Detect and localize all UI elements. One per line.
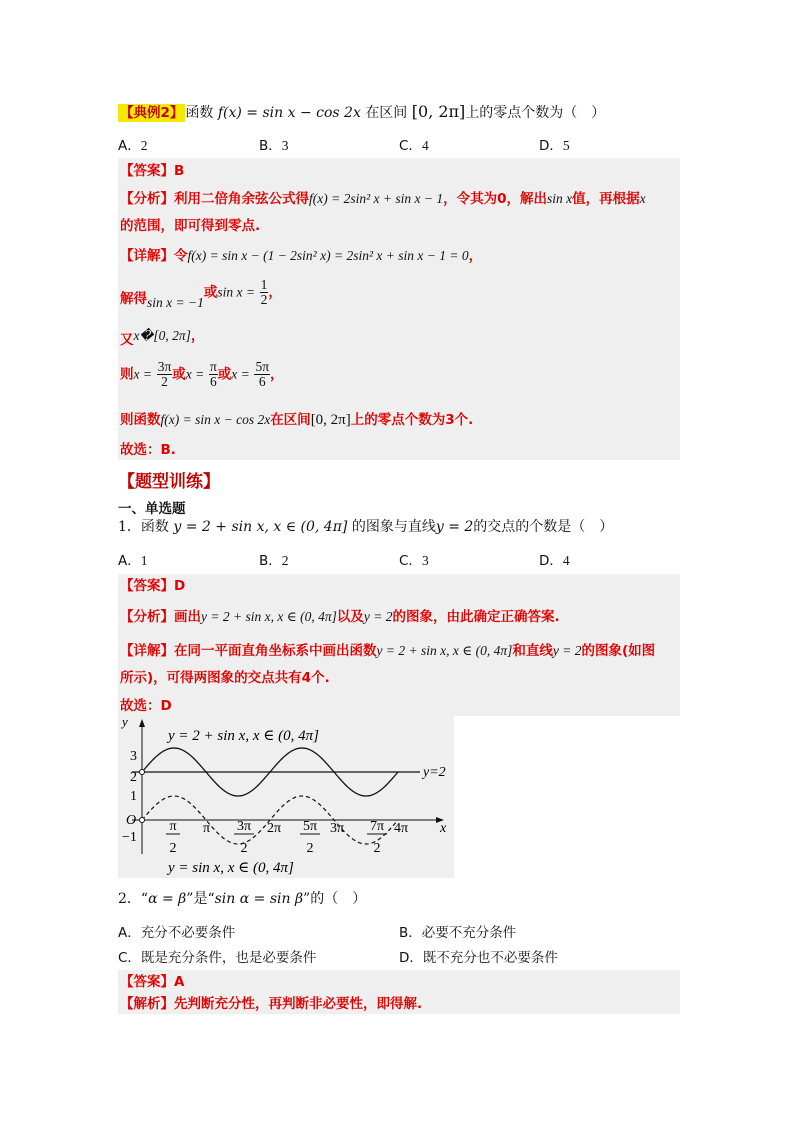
example-conclusion: 则函数f(x) = sin x − cos 2x在区间[0, 2π]上的零点个数为3个. xyxy=(120,412,474,428)
q1-stem: 1．函数 y = 2 + sin x, x ∈ (0, 4π] 的图象与直线y = 2的交点的个数是（ ） xyxy=(118,519,614,535)
option-c: C．4 xyxy=(399,138,429,154)
example-solve: 解得sin x = −1或sin x = $\frac{1}{2}$ ， xyxy=(120,277,282,310)
open-point-2 xyxy=(140,770,145,775)
y-tick-3: 3 xyxy=(130,749,137,764)
q1-option-c: C．3 xyxy=(399,553,429,569)
q1-option-a: A．1 xyxy=(118,553,148,569)
x-tick-4pi: 4π xyxy=(394,821,409,836)
stem-mid: 在区间 xyxy=(365,105,408,121)
figure-label-top: y = 2 + sin x, x ∈ (0, 4π] xyxy=(168,728,319,744)
x-tick-5pi2-num: 5π xyxy=(302,819,318,834)
x-tick-2pi: 2π xyxy=(267,821,282,836)
option-a: A．2 xyxy=(118,138,148,154)
q1-analysis: 【分析】画出y = 2 + sin x, x ∈ (0, 4π]以及y = 2的图象，由此确定正确答案. xyxy=(120,609,560,625)
q1-detail-line2: 所示)，可得两图象的交点共有4个. xyxy=(120,670,330,686)
x-tick-pi2-num: π xyxy=(169,819,177,834)
y-tick-2: 2 xyxy=(130,770,137,785)
example-tag: 【典例2】 xyxy=(120,105,184,121)
figure-line-label: y=2 xyxy=(423,765,446,780)
q2-stem: 2．“α = β”是“sin α = sin β”的（ ） xyxy=(118,891,367,907)
option-d: D．5 xyxy=(539,138,570,154)
x-tick-3pi2-num: 3π xyxy=(236,819,252,834)
y-tick-neg1: −1 xyxy=(122,830,137,845)
q1-option-d: D．4 xyxy=(539,553,570,569)
section-title: 一、单选题 xyxy=(118,501,186,517)
x-tick-5pi2-den: 2 xyxy=(306,841,314,856)
stem-function: f(x) = sin x − cos 2x xyxy=(217,105,361,121)
q1-answer: 【答案】D xyxy=(120,578,186,594)
example-detail: 【详解】令f(x) = sin x − (1 − 2sin² x) = 2sin² x + sin x − 1 = 0， xyxy=(120,248,483,264)
x-tick-7pi2-den: 2 xyxy=(373,841,381,856)
x-tick-3pi: 3π xyxy=(330,821,345,836)
x-tick-7pi2-num: 7π xyxy=(369,819,385,834)
q2-analysis: 【解析】先判断充分性，再判断非必要性，即得解. xyxy=(120,996,423,1012)
stem-interval: [0, 2π] xyxy=(411,102,466,121)
open-point-origin xyxy=(140,818,145,823)
example-answer: 【答案】B xyxy=(120,163,185,179)
x-axis-label: x xyxy=(440,821,447,836)
origin-label: O xyxy=(126,813,137,828)
example-analysis: 【分析】利用二倍角余弦公式得f(x) = 2sin² x + sin x − 1，令其为0，解出sin x值，再根据x xyxy=(120,191,646,207)
example-then: 则x = $\frac{3\pi}{2}$ 或x = $\frac{\pi}{6}$ 或x = $\frac{5\pi}{6}$ ， xyxy=(120,359,284,389)
x-tick-3pi2-den: 2 xyxy=(240,841,248,856)
figure-label-bottom: y = sin x, x ∈ (0, 4π] xyxy=(168,860,294,876)
example-also: 又x�[0, 2π]， xyxy=(120,328,205,348)
q2-option-b: B．必要不充分条件 xyxy=(399,925,517,941)
stem-suffix: 上的零点个数为（ ） xyxy=(465,105,606,121)
x-tick-pi2-den: 2 xyxy=(169,841,177,856)
q2-answer: 【答案】A xyxy=(120,974,185,990)
example-analysis-line2: 的范围，即可得到零点. xyxy=(120,218,261,234)
example-choose: 故选：B. xyxy=(120,442,176,458)
training-heading: 【题型训练】 xyxy=(118,472,220,492)
q2-option-c: C．既是充分条件，也是必要条件 xyxy=(118,950,317,966)
q1-choose: 故选：D xyxy=(120,698,172,714)
option-b: B．3 xyxy=(259,138,289,154)
x-tick-pi: π xyxy=(203,821,211,836)
stem-prefix: 函数 xyxy=(185,105,214,121)
y-tick-1: 1 xyxy=(130,789,137,804)
q1-detail: 【详解】在同一平面直角坐标系中画出函数y = 2 + sin x, x ∈ (0, 4π]和直线y = 2的图象(如图 xyxy=(120,643,656,659)
q1-option-b: B．2 xyxy=(259,553,289,569)
q2-option-d: D．既不充分也不必要条件 xyxy=(399,950,558,966)
sine-figure xyxy=(118,716,454,878)
q2-option-a: A．充分不必要条件 xyxy=(118,925,236,941)
y-axis-label: y xyxy=(122,716,128,729)
example-question xyxy=(118,102,605,123)
